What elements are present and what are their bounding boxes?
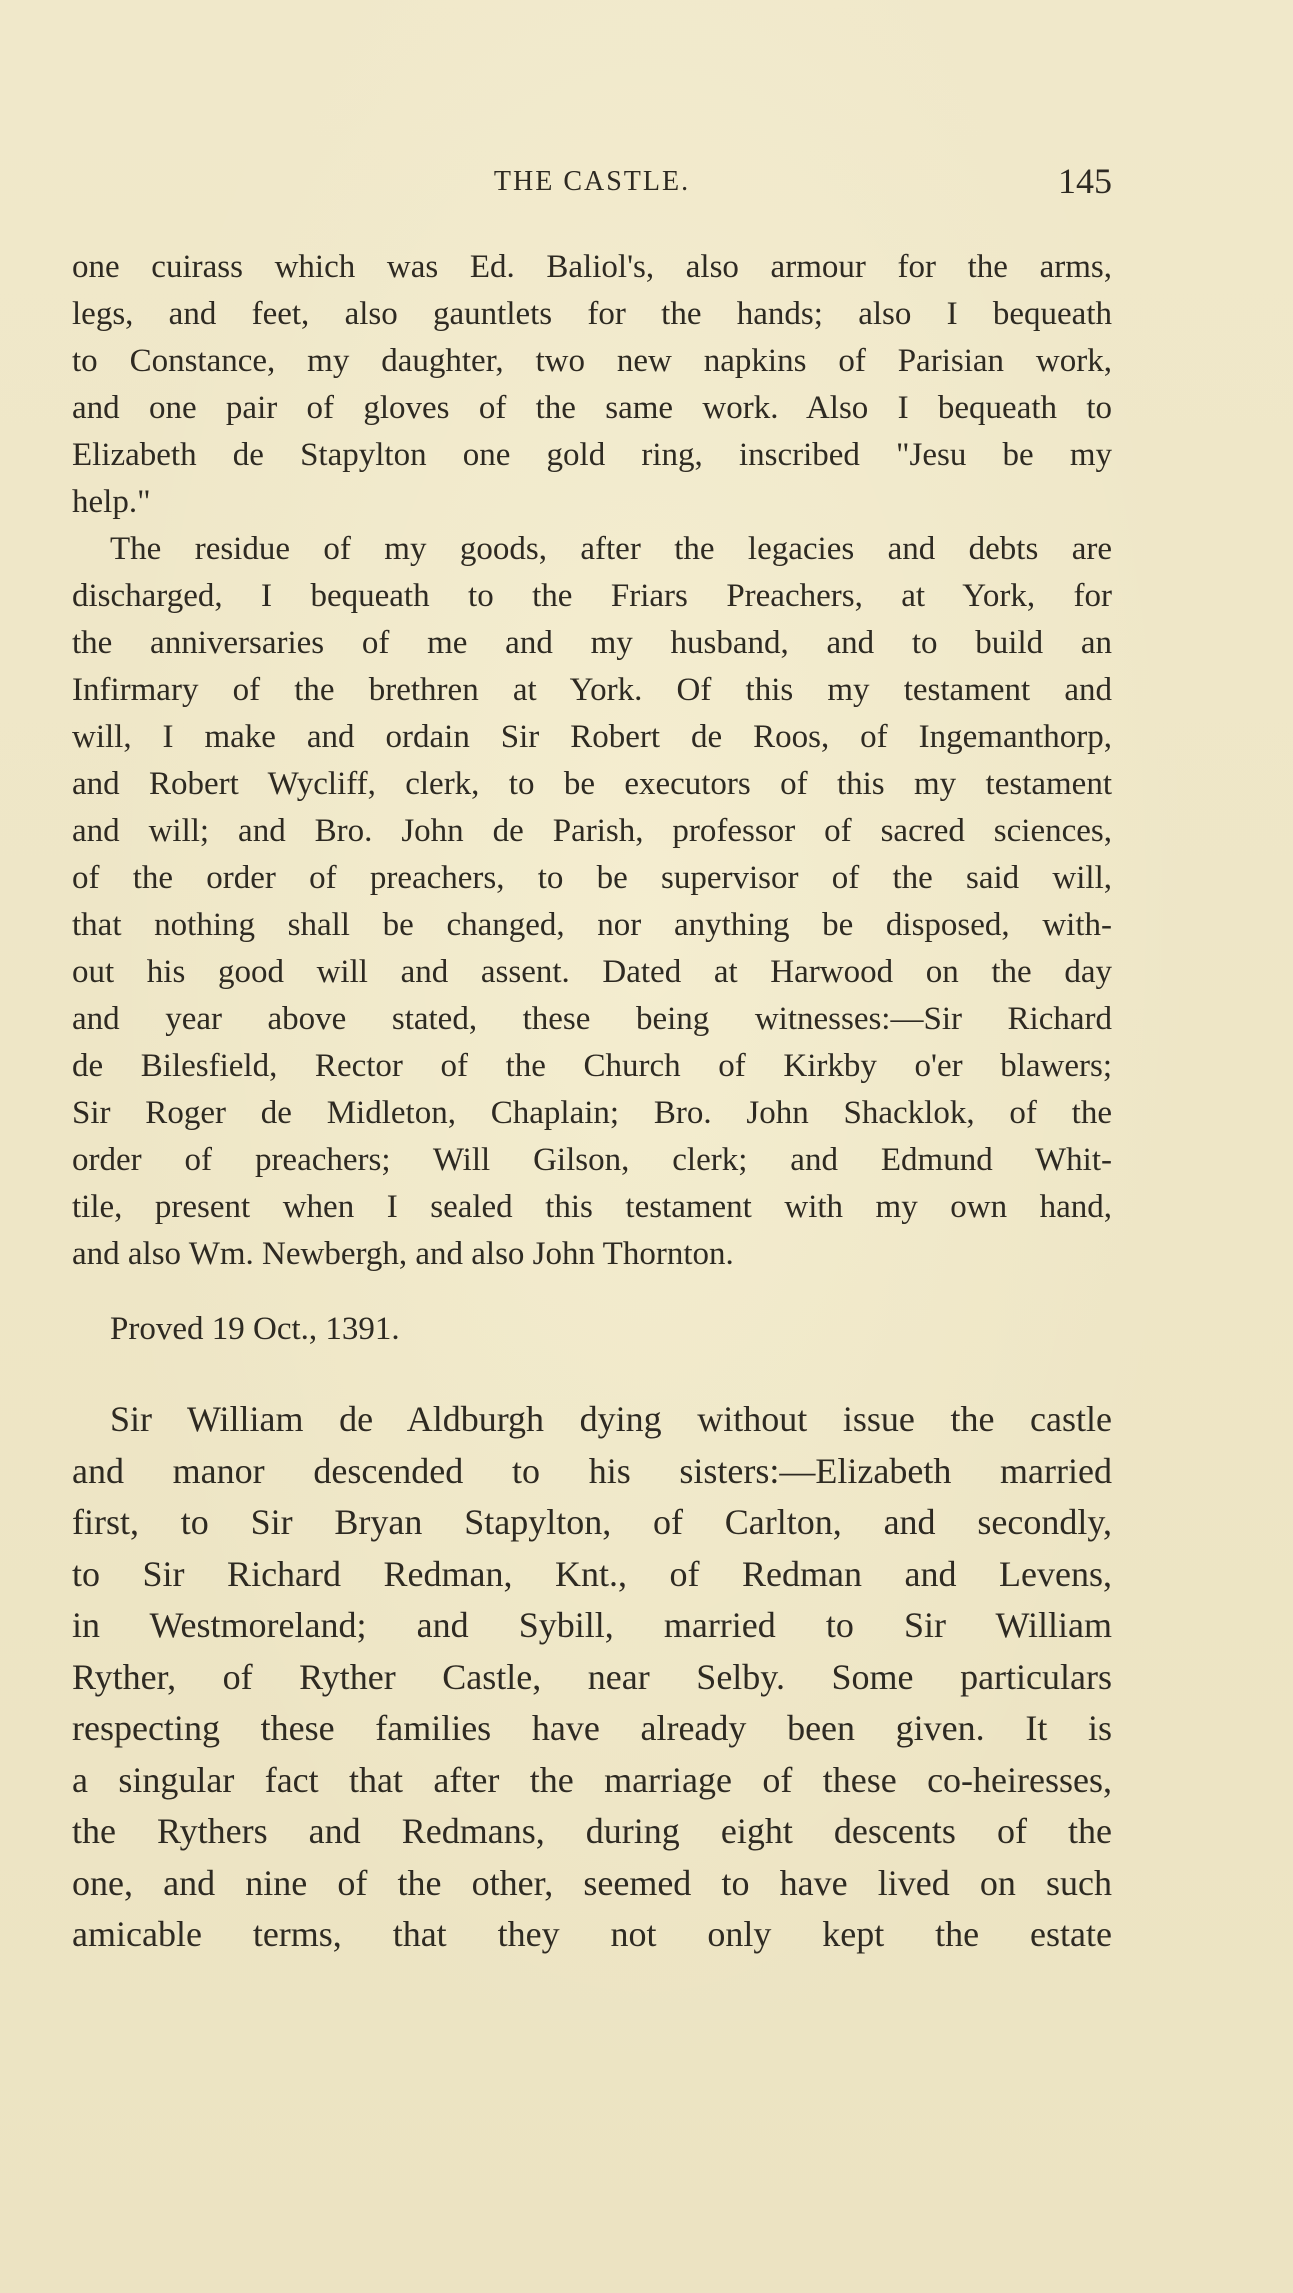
text-line: to Sir Richard Redman, Knt., of Redman and Levens, (72, 1553, 1112, 1594)
text-line: respecting these families have already been given. It is (72, 1708, 1112, 1748)
text-line: Sir Roger de Midleton, Chaplain; Bro. John Shacklok, of the (72, 1095, 1112, 1131)
text-line: and Robert Wycliff, clerk, to be executors of this my testament (72, 766, 1112, 802)
text-line: the anniversaries of me and my husband, and to build an (72, 625, 1112, 661)
text-line: Ryther, of Ryther Castle, near Selby. Some particulars (72, 1656, 1112, 1697)
text-line: and also Wm. Newbergh, and also John Thornton. (72, 1236, 734, 1272)
text-line: one cuirass which was Ed. Baliol's, also armour for the arms, (72, 249, 1112, 285)
text-line: Sir William de Aldburgh dying without issue the castle (110, 1399, 1112, 1439)
text-line: one, and nine of the other, seemed to have lived on such (72, 1862, 1112, 1903)
text-line: first, to Sir Bryan Stapylton, of Carlton, and secondly, (72, 1502, 1112, 1542)
text-line: legs, and feet, also gauntlets for the hands; also I bequeath (72, 296, 1112, 332)
text-line: de Bilesfield, Rector of the Church of Kirkby o'er blawers; (72, 1048, 1112, 1084)
text-line: Elizabeth de Stapylton one gold ring, inscribed "Jesu be my (72, 437, 1112, 473)
paragraph-proved-date (72, 1306, 1112, 1353)
text-line: out his good will and assent. Dated at Harwood on the day (72, 954, 1112, 990)
text-line: a singular fact that after the marriage of these co-heiresses, (72, 1759, 1112, 1800)
text-line: to Constance, my daughter, two new napkins of Parisian work, (72, 343, 1112, 379)
text-line: will, I make and ordain Sir Robert de Roos, of Ingemanthorp, (72, 719, 1112, 755)
text-line: Infirmary of the brethren at York. Of this my testament and (72, 672, 1112, 708)
text-line: Proved 19 Oct., 1391. (110, 1311, 400, 1347)
text-line: order of preachers; Will Gilson, clerk; and Edmund Whit- (72, 1142, 1112, 1178)
text-line: and will; and Bro. John de Parish, professor of sacred sciences, (72, 813, 1112, 849)
text-line: that nothing shall be changed, nor anything be disposed, with- (72, 907, 1112, 943)
text-line: and manor descended to his sisters:—Elizabeth married (72, 1450, 1112, 1491)
page-number: 145 (1058, 161, 1112, 201)
text-line: of the order of preachers, to be supervisor of the said will, (72, 860, 1112, 896)
paragraph-aldburgh-descent (72, 1394, 1112, 1961)
running-title: THE CASTLE. (493, 166, 691, 197)
text-line: in Westmoreland; and Sybill, married to Sir William (72, 1605, 1112, 1645)
text-line: and one pair of gloves of the same work. Also I bequeath to (72, 390, 1112, 426)
text-line: The residue of my goods, after the legacies and debts are (110, 531, 1112, 567)
text-line: amicable terms, that they not only kept the estate (72, 1914, 1112, 1954)
text-line: tile, present when I sealed this testament with my own hand, (72, 1189, 1112, 1225)
paragraph-will-bequests (72, 244, 1112, 526)
paragraph-residue-of-goods (72, 526, 1112, 1278)
page-header (72, 160, 1112, 204)
text-line: the Rythers and Redmans, during eight descents of the (72, 1811, 1112, 1851)
text-line: and year above stated, these being witnesses:—Sir Richard (72, 1001, 1112, 1037)
text-line: help." (72, 484, 151, 520)
text-line: discharged, I bequeath to the Friars Preachers, at York, for (72, 578, 1112, 614)
